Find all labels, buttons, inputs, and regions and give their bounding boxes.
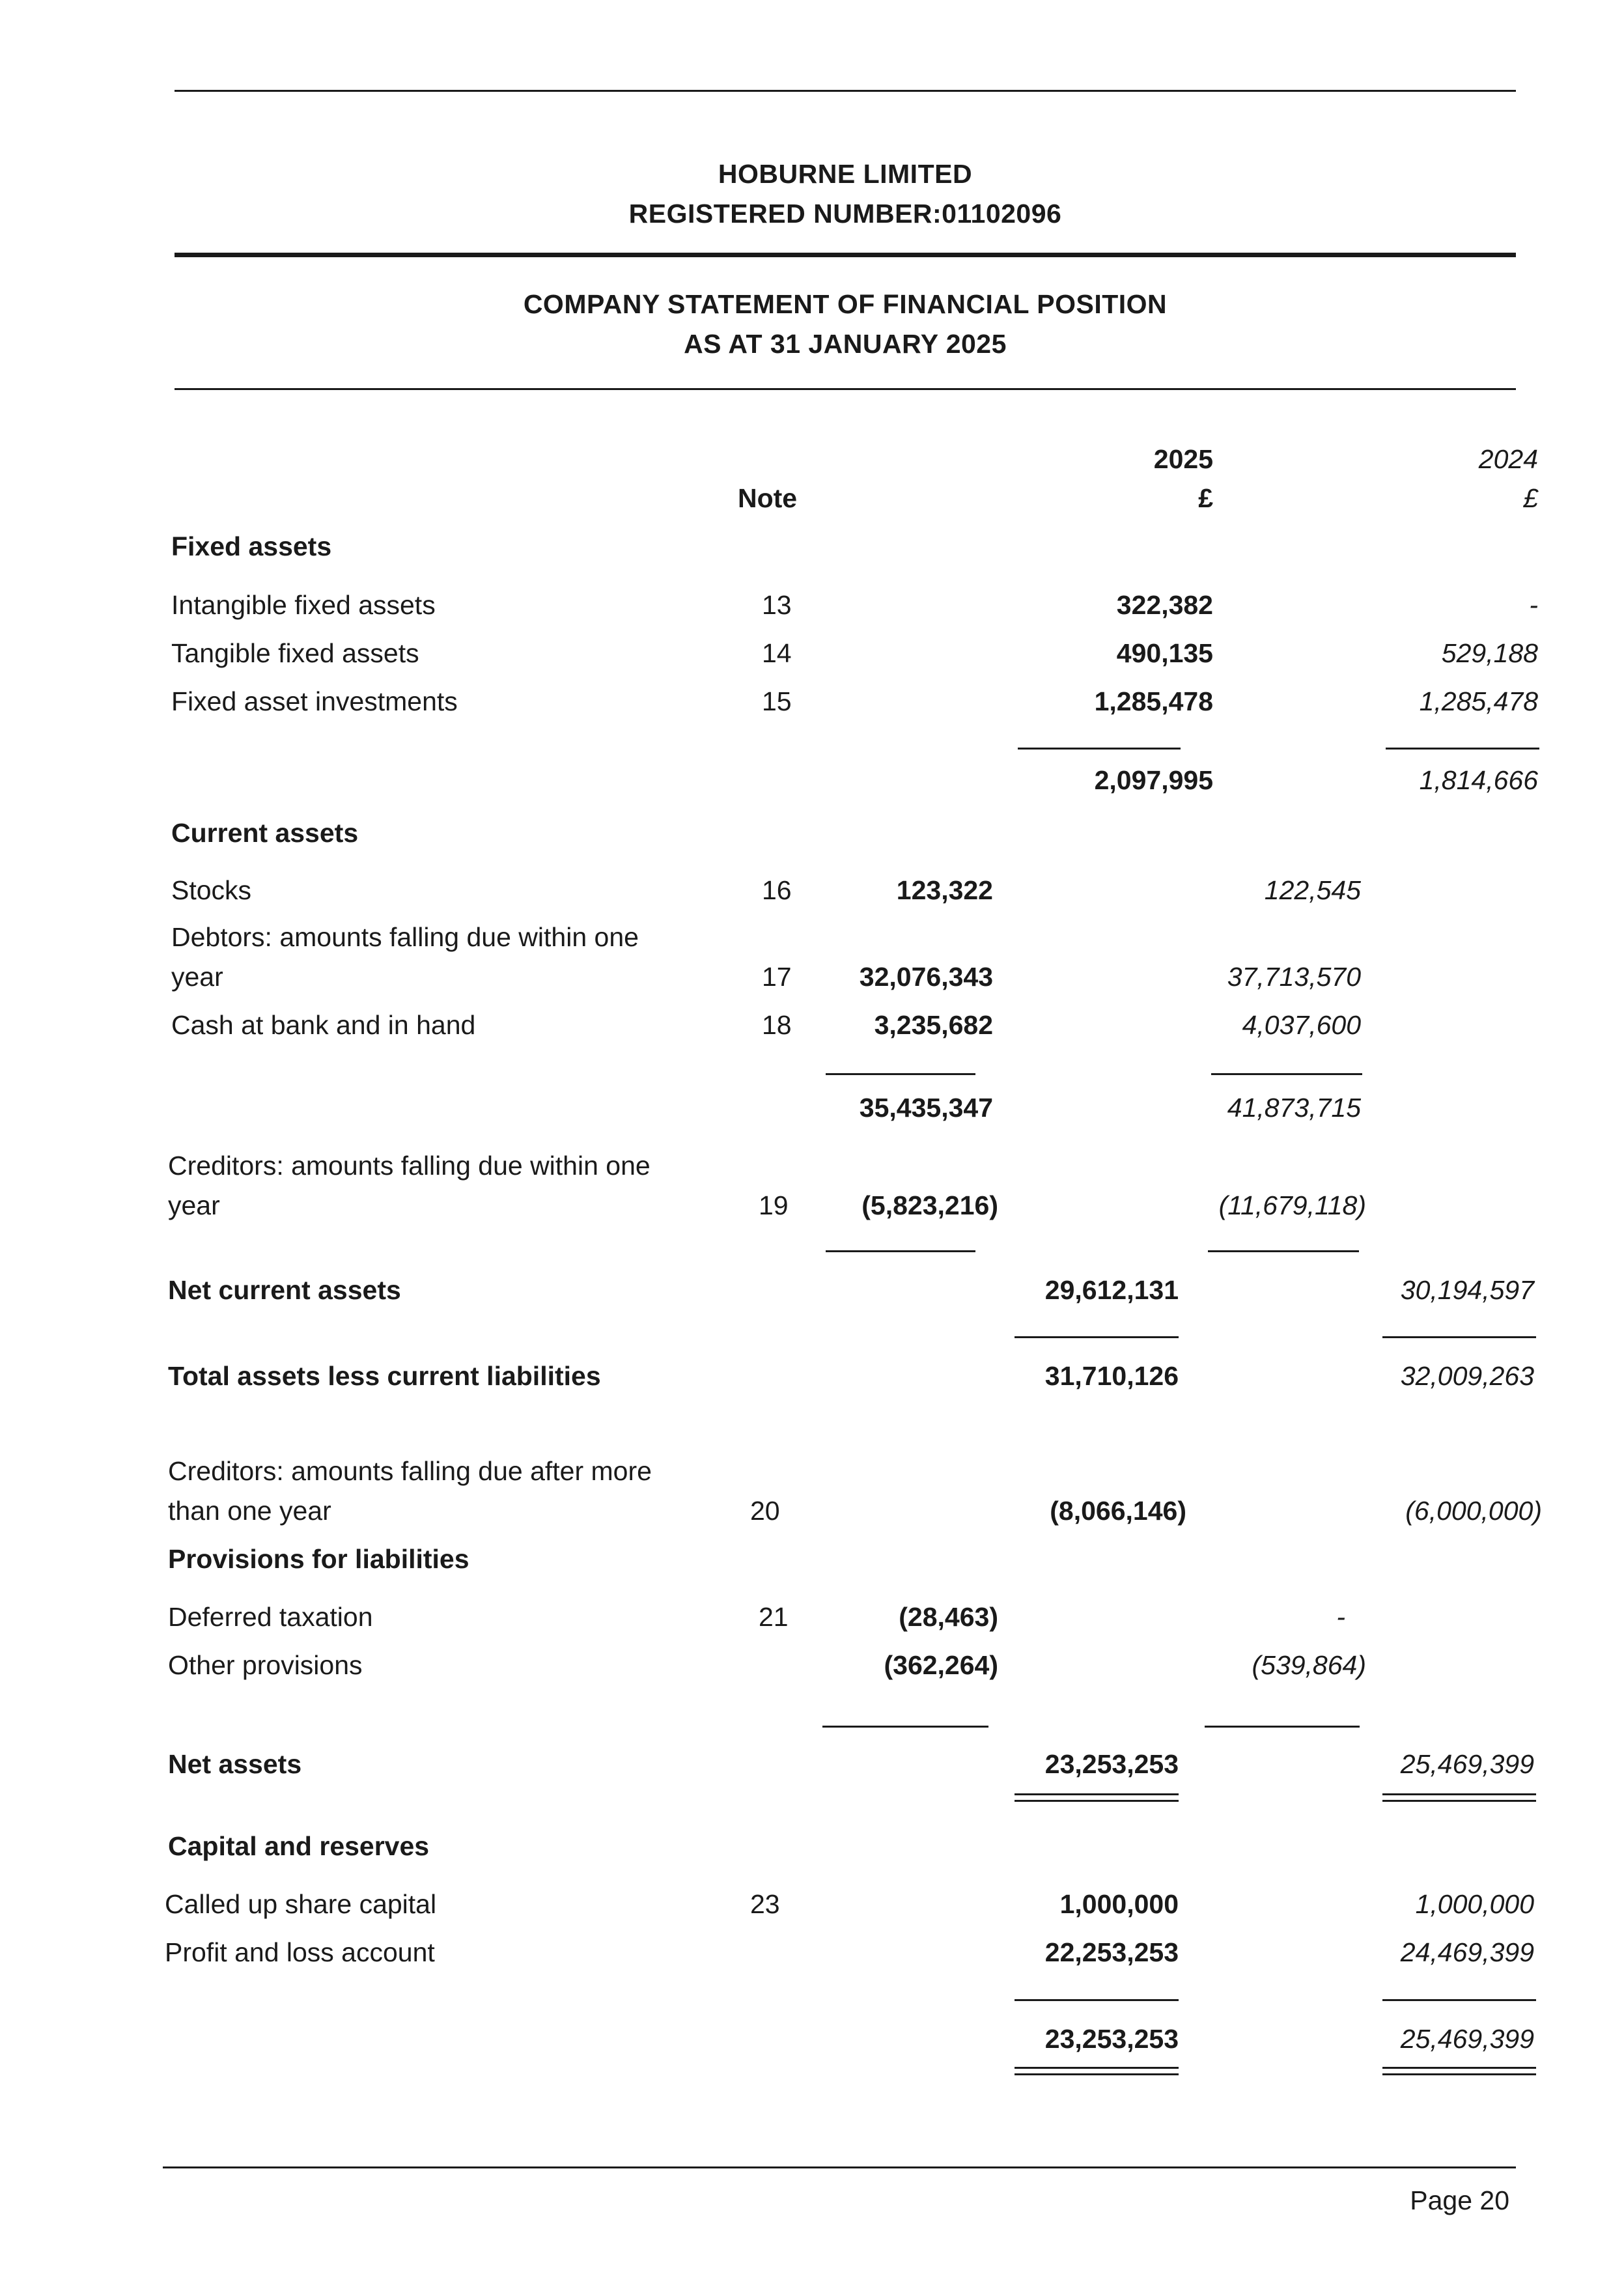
total-assets-rule xyxy=(1015,1336,1179,1338)
footer-rule xyxy=(163,2166,1516,2168)
section-current-assets: Current assets xyxy=(171,818,359,848)
deferred-taxation-prior: - xyxy=(1336,1602,1345,1632)
net-current-rule xyxy=(826,1250,975,1252)
fixed-assets-total-rule xyxy=(1018,748,1181,750)
currency-current-header: £ xyxy=(1198,483,1213,513)
other-provisions-current: (362,264) xyxy=(884,1650,998,1680)
statement-title: COMPANY STATEMENT OF FINANCIAL POSITION xyxy=(523,289,1168,319)
net-assets-double-rule-prior xyxy=(1382,1800,1536,1802)
creditors-after-note: 20 xyxy=(750,1496,780,1526)
fixed-assets-total-rule-prior xyxy=(1386,748,1539,750)
provisions-rule-prior xyxy=(1205,1726,1360,1728)
creditors-after-current: (8,066,146) xyxy=(1050,1496,1186,1526)
creditors-within-label-line2: year xyxy=(168,1190,220,1220)
creditors-within-current: (5,823,216) xyxy=(861,1190,998,1220)
creditors-within-label-line1: Creditors: amounts falling due within one xyxy=(168,1151,651,1181)
debtors-label-line1: Debtors: amounts falling due within one xyxy=(171,922,639,952)
share-capital-label: Called up share capital xyxy=(165,1889,437,1919)
fixed-asset-prior: 529,188 xyxy=(1441,638,1538,668)
other-provisions-prior: (539,864) xyxy=(1252,1650,1366,1680)
net-assets-current: 23,253,253 xyxy=(1044,1749,1179,1779)
total-assets-less-cl-label: Total assets less current liabilities xyxy=(168,1361,601,1391)
net-current-rule-prior xyxy=(1208,1250,1359,1252)
total-assets-less-cl-current: 31,710,126 xyxy=(1044,1361,1179,1391)
creditors-after-label-line1: Creditors: amounts falling due after more xyxy=(168,1456,652,1486)
current-assets-subtotal-prior: 41,873,715 xyxy=(1227,1093,1361,1123)
fixed-asset-current: 1,285,478 xyxy=(1094,686,1213,716)
currency-prior-header: £ xyxy=(1523,483,1538,513)
fixed-asset-note: 14 xyxy=(762,638,792,668)
deferred-taxation-label: Deferred taxation xyxy=(168,1602,373,1632)
debtors-note: 17 xyxy=(762,962,792,992)
debtors-label-line2: year xyxy=(171,962,223,992)
fixed-asset-prior: - xyxy=(1529,590,1538,620)
fixed-asset-label: Intangible fixed assets xyxy=(171,590,436,620)
profit-loss-current: 22,253,253 xyxy=(1044,1937,1179,1967)
section-fixed-assets: Fixed assets xyxy=(171,531,332,561)
current-assets-subtotal-rule-prior xyxy=(1211,1073,1362,1075)
net-assets-label: Net assets xyxy=(168,1749,302,1779)
net-current-assets-label: Net current assets xyxy=(168,1275,401,1305)
stocks-label: Stocks xyxy=(171,875,252,905)
creditors-within-note: 19 xyxy=(759,1190,789,1220)
total-assets-rule-prior xyxy=(1382,1336,1536,1338)
year-current-header: 2025 xyxy=(1153,444,1213,474)
fixed-asset-prior: 1,285,478 xyxy=(1419,686,1538,716)
current-assets-subtotal-current: 35,435,347 xyxy=(859,1093,993,1123)
note-column-header: Note xyxy=(738,483,798,513)
top-rule xyxy=(175,90,1516,92)
fixed-asset-note: 15 xyxy=(762,686,792,716)
capital-total-rule-prior xyxy=(1382,1999,1536,2001)
total-assets-less-cl-prior: 32,009,263 xyxy=(1400,1361,1534,1391)
fixed-asset-current: 322,382 xyxy=(1116,590,1213,620)
share-capital-current: 1,000,000 xyxy=(1059,1889,1179,1919)
year-prior-header: 2024 xyxy=(1478,444,1538,474)
deferred-taxation-note: 21 xyxy=(759,1602,789,1632)
profit-loss-label: Profit and loss account xyxy=(165,1937,435,1967)
cash-prior: 4,037,600 xyxy=(1242,1010,1361,1040)
creditors-within-prior: (11,679,118) xyxy=(1218,1190,1366,1220)
fixed-asset-note: 13 xyxy=(762,590,792,620)
header-rule-bottom xyxy=(175,388,1516,390)
net-assets-double-rule-prior xyxy=(1382,1793,1536,1795)
section-capital-reserves: Capital and reserves xyxy=(168,1831,430,1861)
profit-loss-prior: 24,469,399 xyxy=(1400,1937,1534,1967)
company-name: HOBURNE LIMITED xyxy=(718,159,973,189)
provisions-rule xyxy=(822,1726,988,1728)
debtors-prior: 37,713,570 xyxy=(1227,962,1361,992)
fixed-assets-total-prior: 1,814,666 xyxy=(1419,765,1538,795)
net-current-assets-prior: 30,194,597 xyxy=(1400,1275,1534,1305)
net-assets-double-rule xyxy=(1015,1800,1179,1802)
cash-label: Cash at bank and in hand xyxy=(171,1010,476,1040)
stocks-note: 16 xyxy=(762,875,792,905)
fixed-asset-label: Tangible fixed assets xyxy=(171,638,419,668)
page-number: Page 20 xyxy=(1410,2185,1509,2215)
deferred-taxation-current: (28,463) xyxy=(899,1602,998,1632)
cash-current: 3,235,682 xyxy=(874,1010,993,1040)
statement-date: AS AT 31 JANUARY 2025 xyxy=(684,329,1007,359)
fixed-asset-label: Fixed asset investments xyxy=(171,686,458,716)
registered-number: REGISTERED NUMBER:01102096 xyxy=(628,199,1062,229)
capital-total-double-rule xyxy=(1015,2073,1179,2075)
cash-note: 18 xyxy=(762,1010,792,1040)
share-capital-prior: 1,000,000 xyxy=(1415,1889,1534,1919)
section-provisions: Provisions for liabilities xyxy=(168,1544,469,1574)
debtors-current: 32,076,343 xyxy=(859,962,993,992)
current-assets-subtotal-rule xyxy=(826,1073,975,1075)
header-rule-thick xyxy=(175,253,1516,257)
capital-total-rule xyxy=(1015,1999,1179,2001)
capital-total-prior: 25,469,399 xyxy=(1400,2024,1534,2054)
net-current-assets-current: 29,612,131 xyxy=(1044,1275,1179,1305)
stocks-prior: 122,545 xyxy=(1264,875,1361,905)
net-assets-double-rule xyxy=(1015,1793,1179,1795)
share-capital-note: 23 xyxy=(750,1889,780,1919)
fixed-asset-current: 490,135 xyxy=(1116,638,1213,668)
other-provisions-label: Other provisions xyxy=(168,1650,363,1680)
net-assets-prior: 25,469,399 xyxy=(1400,1749,1534,1779)
stocks-current: 123,322 xyxy=(896,875,993,905)
fixed-assets-total-current: 2,097,995 xyxy=(1094,765,1213,795)
creditors-after-prior: (6,000,000) xyxy=(1405,1496,1542,1526)
capital-total-double-rule xyxy=(1015,2067,1179,2069)
creditors-after-label-line2: than one year xyxy=(168,1496,331,1526)
capital-total-double-rule-prior xyxy=(1382,2067,1536,2069)
capital-total-double-rule-prior xyxy=(1382,2073,1536,2075)
capital-total-current: 23,253,253 xyxy=(1044,2024,1179,2054)
